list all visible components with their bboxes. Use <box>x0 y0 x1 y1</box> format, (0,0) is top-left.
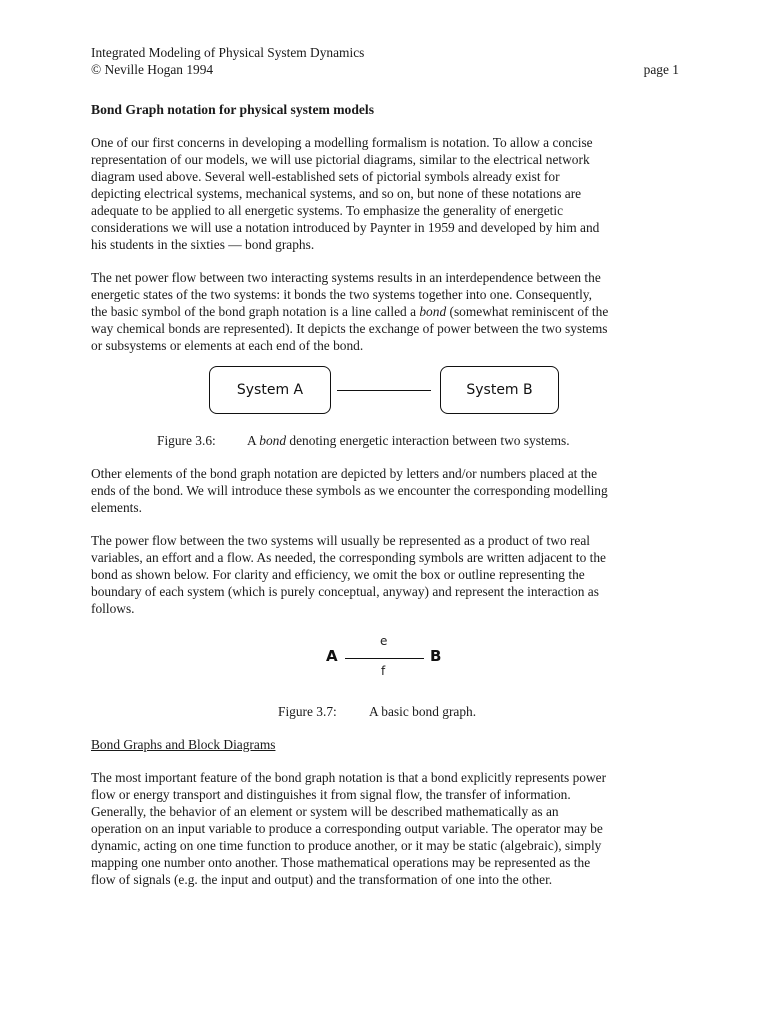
paragraph-bond-vs-signal <box>91 769 679 888</box>
figure-3-6-caption <box>157 432 679 449</box>
system-a-box <box>209 366 331 414</box>
paragraph-line: The most important feature of the bond graph notation is that a bond explicitly represents power <box>91 770 607 785</box>
emphasis-bond: bond <box>259 433 287 448</box>
book-title: Integrated Modeling of Physical System Dynamics <box>91 45 365 60</box>
paragraph-line: One of our first concerns in developing a modelling formalism is notation. To allow a concise <box>91 135 593 150</box>
text-span: denoting energetic interaction between two systems. <box>286 433 570 448</box>
paragraph-line: mapping one number onto another. Those mathematical operations may be represented as the <box>91 855 591 870</box>
bond-end-a: A <box>326 647 338 665</box>
paragraph-line: dynamic, acting on one time function to produce another, or it may be static (algebraic), simply <box>91 838 602 853</box>
figure-number: Figure 3.7: <box>278 704 337 719</box>
header-row <box>91 61 679 78</box>
emphasis-bond: bond <box>419 304 447 319</box>
paragraph-line: diagram used above. Several well-established sets of pictorial symbols already exist for <box>91 169 560 184</box>
running-header <box>91 44 679 78</box>
bond-line <box>337 390 431 391</box>
paragraph-line: The power flow between the two systems will usually be represented as a product of two real <box>91 533 591 548</box>
paragraph-line: flow or energy transport and distinguishes it from signal flow, the transfer of information. <box>91 787 571 802</box>
paragraph-line: way chemical bonds are represented). It depicts the exchange of power between the two systems <box>91 321 608 336</box>
text-span: A <box>247 433 260 448</box>
paragraph-line: energetic states of the two systems: it bonds the two systems together into one. Consequently, <box>91 287 592 302</box>
paragraph-line: ends of the bond. We will introduce these symbols as we encounter the corresponding modelling <box>91 483 608 498</box>
copyright: © Neville Hogan 1994 <box>91 62 214 77</box>
paragraph-line: boundary of each system (which is purely conceptual, anyway) and represent the interaction as <box>91 584 599 599</box>
paragraph-effort-flow <box>91 532 679 617</box>
figure-3-6-diagram <box>91 366 679 432</box>
text-span: (somewhat reminiscent of the <box>446 304 609 319</box>
bond-end-b: B <box>430 647 442 665</box>
paragraph-line: follows. <box>91 601 135 616</box>
flow-symbol: f <box>381 664 386 678</box>
section-title: Bond Graph notation for physical system models <box>91 102 374 117</box>
paragraph-line: Other elements of the bond graph notation are depicted by letters and/or numbers placed at the <box>91 466 598 481</box>
paragraph-line: his students in the sixties — bond graphs. <box>91 237 315 252</box>
figure-3-7-caption <box>278 703 679 720</box>
paragraph-line <box>91 303 679 320</box>
paragraph-line: or subsystems or elements at each end of the bond. <box>91 338 364 353</box>
system-b-box <box>440 366 559 414</box>
subsection-heading: Bond Graphs and Block Diagrams <box>91 737 276 752</box>
figure-3-7-diagram <box>91 634 679 686</box>
bond-line <box>345 658 424 659</box>
paragraph-line: elements. <box>91 500 142 515</box>
paragraph-line: operation on an input variable to produce a corresponding output variable. The operator may be <box>91 821 603 836</box>
paragraph-line: considerations we will use a notation introduced by Paynter in 1959 and developed by him and <box>91 220 600 235</box>
paragraph-line: depicting electrical systems, mechanical systems, and so on, but none of these notations are <box>91 186 582 201</box>
system-a-label: System A <box>236 382 304 398</box>
system-b-label: System B <box>466 382 533 398</box>
paragraph-other-elements <box>91 465 679 516</box>
document-page <box>91 44 679 888</box>
effort-symbol: e <box>380 634 388 648</box>
paragraph-line: variables, an effort and a flow. As needed, the corresponding symbols are written adjacent to the <box>91 550 606 565</box>
text-span: the basic symbol of the bond graph notation is a line called a <box>91 304 420 319</box>
paragraph-intro <box>91 134 679 253</box>
figure-number: Figure 3.6: <box>157 433 216 448</box>
paragraph-line: Generally, the behavior of an element or system will be described mathematically as an <box>91 804 559 819</box>
paragraph-line: adequate to be applied to all energetic systems. To emphasize the generality of energetic <box>91 203 564 218</box>
paragraph-line: representation of our models, we will use pictorial diagrams, similar to the electrical network <box>91 152 590 167</box>
paragraph-line: flow of signals (e.g. the input and output) and the transformation of one into the other. <box>91 872 553 887</box>
page-number: page 1 <box>643 62 679 77</box>
paragraph-line: The net power flow between two interacting systems results in an interdependence between the <box>91 270 601 285</box>
paragraph-power-flow <box>91 269 679 354</box>
paragraph-line: bond as shown below. For clarity and efficiency, we omit the box or outline representing the <box>91 567 585 582</box>
caption-text: A basic bond graph. <box>369 704 477 719</box>
